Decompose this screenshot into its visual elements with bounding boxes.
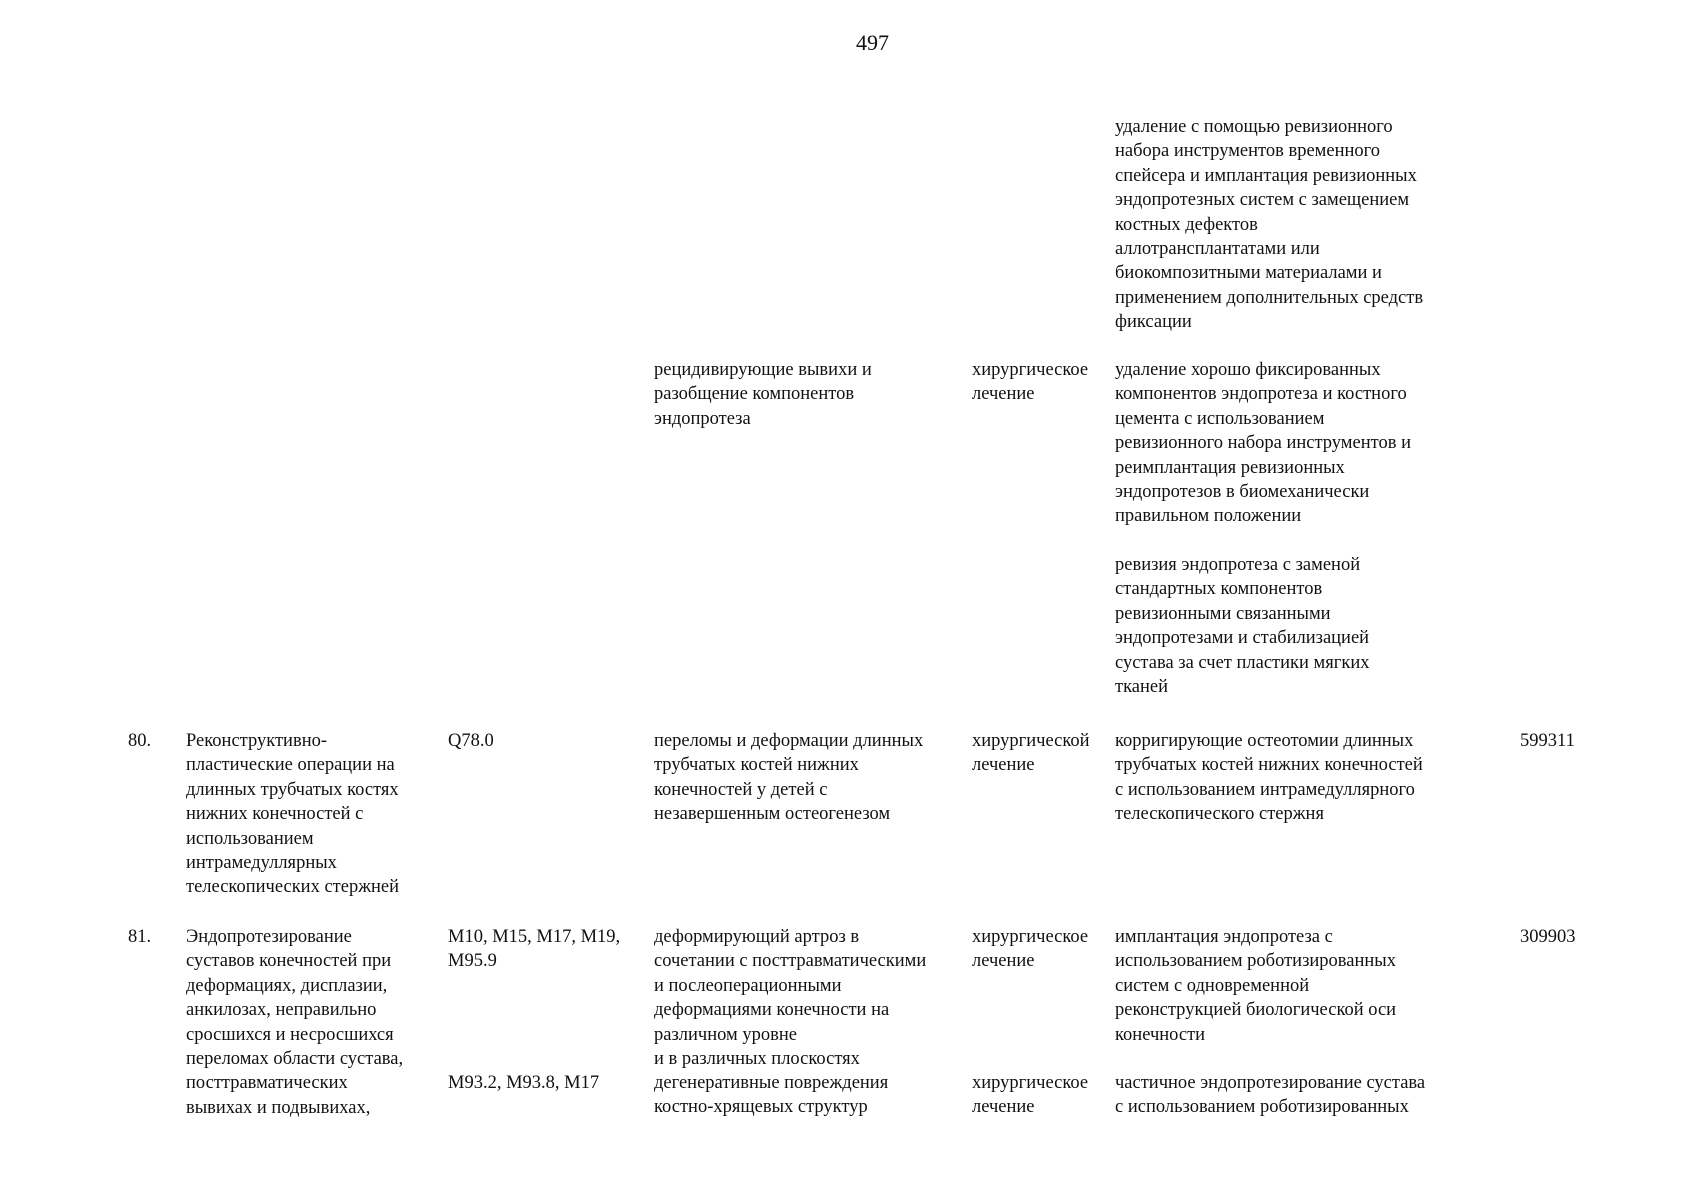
row81-number: 81. — [128, 927, 152, 947]
row81-cost: 309903 — [1520, 927, 1576, 947]
row81-type-b: хирургическое лечение — [972, 1073, 1089, 1118]
method-spacer-removal: удаление с помощью ревизионного набора инструментов временного спейсера и имплантация ревизионных эндопротезных систем с замещением костных дефектов аллотрансплантатами или биокомпозитными материалами и применением дополнительных средств фиксации — [1115, 117, 1424, 333]
row81-model-b: дегенеративные повреждения костно-хрящевых структур — [654, 1073, 889, 1118]
model-recurrent-dislocation: рецидивирующие вывихи и разобщение компонентов эндопротеза — [654, 360, 872, 429]
row80-cost: 599311 — [1520, 731, 1575, 751]
row81-code-a: M10, M15, M17, M19, M95.9 — [448, 927, 621, 972]
method-component-removal: удаление хорошо фиксированных компонентов эндопротеза и костного цемента с использованием ревизионного набора инструментов и реимплантация ревизионных эндопротезов в биомеханически правильном положении — [1115, 360, 1411, 527]
row81-type-a: хирургическое лечение — [972, 927, 1089, 972]
row81-name: Эндопротезирование суставов конечностей при деформациях, дисплазии, анкилозах, неправильно сросшихся и несросшихся переломах области сустава, посттравматических вывихах и подвывихах, — [186, 927, 404, 1118]
row80-number: 80. — [128, 731, 152, 751]
row81-method-a: имплантация эндопротеза с использованием роботизированных систем с одновременной реконструкцией биологической оси конечности — [1115, 927, 1397, 1045]
method-endoprosthesis-revision: ревизия эндопротеза с заменой стандартных компонентов ревизионными связанными эндопротезами и стабилизацией сустава за счет пластики мягких тканей — [1115, 555, 1370, 698]
row81-method-b: частичное эндопротезирование сустава с использованием роботизированных — [1115, 1073, 1426, 1118]
row81-code-b: M93.2, M93.8, M17 — [448, 1073, 600, 1093]
row80-type: хирургической лечение — [972, 731, 1090, 776]
row80-method: корригирующие остеотомии длинных трубчатых костей нижних конечностей с использованием интрамедуллярного телескопического стержня — [1115, 731, 1423, 825]
row80-model: переломы и деформации длинных трубчатых костей нижних конечностей у детей с незавершенным остеогенезом — [654, 731, 924, 825]
row80-code: Q78.0 — [448, 731, 494, 751]
row81-model-a: деформирующий артроз в сочетании с посттравматическими и послеоперационными деформациями конечности на различном уровне и в различных плоскостях — [654, 927, 927, 1070]
type-surgical-dislocation: хирургическое лечение — [972, 360, 1089, 405]
page-number: 497 — [856, 30, 889, 55]
row80-name: Реконструктивно- пластические операции на длинных трубчатых костях нижних конечностей с использованием интрамедуллярных телескопических стержней — [186, 731, 400, 898]
